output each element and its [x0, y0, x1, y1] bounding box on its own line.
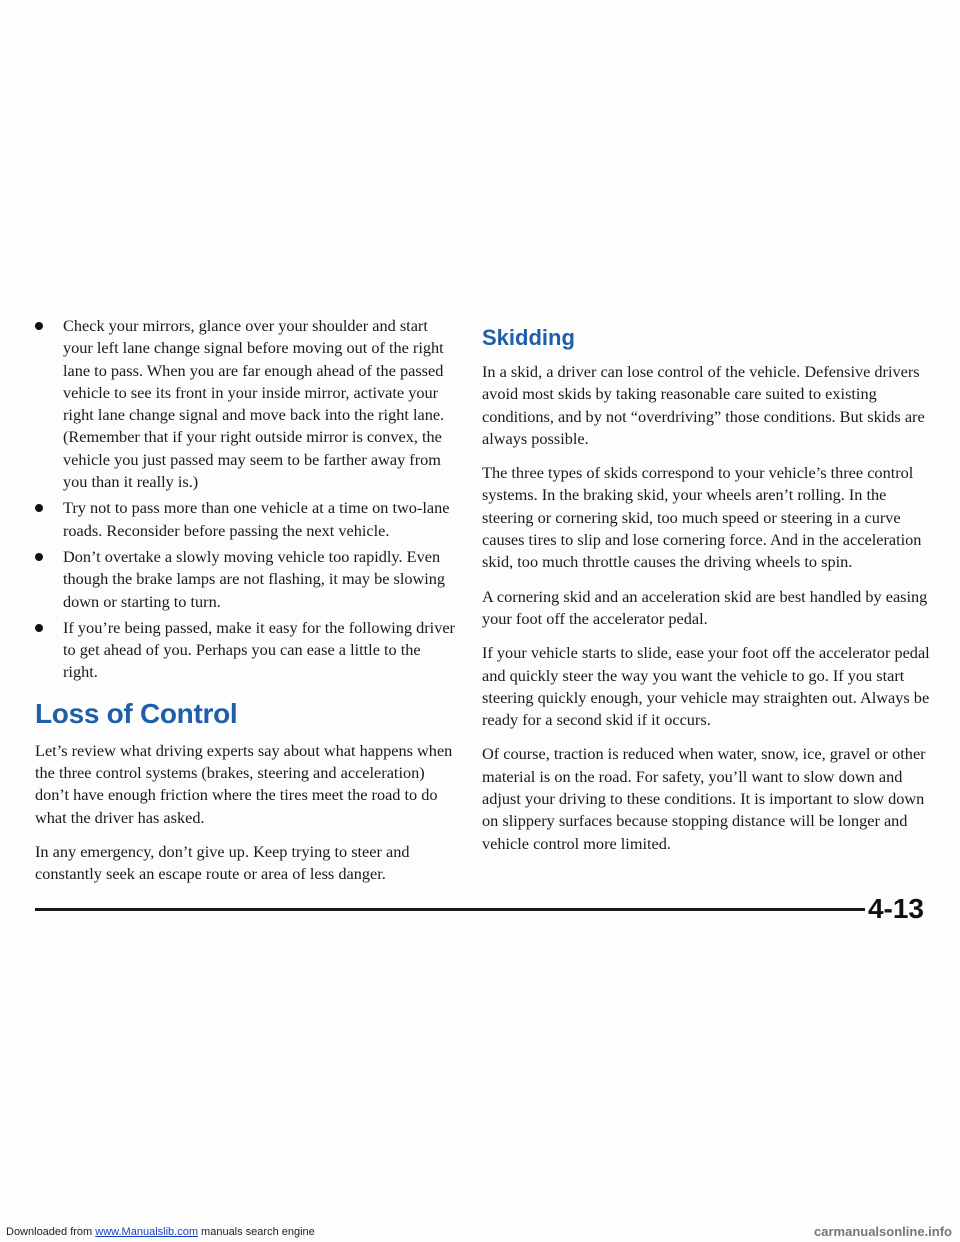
bullet-item — [35, 546, 455, 613]
bullet-icon — [35, 504, 43, 512]
bullet-text: Don’t overtake a slowly moving vehicle too rapidly. Even though the brake lamps are not flashing, it may be slowing down or starting to turn. — [63, 546, 446, 611]
bullet-icon — [35, 624, 43, 632]
watermark-text: carmanualsonline.info — [814, 1224, 952, 1239]
paragraph: Let’s review what driving experts say about what happens when the three control systems (brakes, steering and acceleration) don’t have enough friction where the tires meet the road to do what the driver has asked. — [35, 740, 453, 827]
right-column — [482, 315, 932, 867]
bullet-item — [35, 617, 455, 684]
paragraph: In a skid, a driver can lose control of the vehicle. Defensive drivers avoid most skids by taking reasonable care suited to existing conditions, and by not “overdriving” those conditions. But skids are always possible. — [482, 362, 925, 448]
bullet-text: Check your mirrors, glance over your shoulder and start your left lane change signal before moving out of the right lane to pass. When you are far enough ahead of the passed vehicle to see its front in your inside mirror, activate your right lane change signal and move back into the right lane. (Remember that if your right outside mirror is convex, the vehicle you just passed may seem to be farther away from you than it really is.) — [63, 316, 445, 492]
paragraph: A cornering skid and an acceleration skid are best handled by easing your foot off the accelerator pedal. — [482, 586, 928, 628]
section-title-loss-of-control: Loss of Control — [35, 697, 238, 729]
left-column — [35, 315, 455, 898]
paragraph: In any emergency, don’t give up. Keep trying to steer and constantly seek an escape route or area of less danger. — [35, 841, 410, 884]
bullet-icon — [35, 322, 43, 330]
bullet-text: If you’re being passed, make it easy for the following driver to get ahead of you. Perhaps you can ease a little to the right. — [63, 617, 455, 682]
bullet-item — [35, 497, 455, 542]
download-footer — [6, 1226, 315, 1238]
footer-rule — [35, 908, 865, 911]
paragraph: Of course, traction is reduced when water, snow, ice, gravel or other material is on the road. For safety, you’ll want to slow down and adjust your driving to these conditions. It is important to slow down on slippery surfaces because stopping distance will be longer and vehicle control more limited. — [482, 744, 926, 853]
bullet-item — [35, 315, 455, 493]
manualslib-link[interactable]: www.Manualslib.com — [95, 1226, 198, 1238]
page-number: 4-13 — [867, 893, 924, 924]
paragraph: The three types of skids correspond to your vehicle’s three control systems. In the braking skid, your wheels aren’t rolling. In the steering or cornering skid, too much speed or steering in a curve causes tires to slip and lose cornering force. And in the acceleration skid, too much throttle causes the driving wheels to spin. — [482, 463, 922, 572]
bullet-text: Try not to pass more than one vehicle at a time on two-lane roads. Reconsider before passing the next vehicle. — [63, 498, 450, 540]
bullet-icon — [35, 553, 43, 561]
footer-prefix: Downloaded from — [6, 1226, 93, 1238]
section-title-skidding: Skidding — [482, 325, 575, 350]
paragraph: If your vehicle starts to slide, ease your foot off the accelerator pedal and quickly steer the way you want the vehicle to go. If you start steering quickly enough, your vehicle may straighten out. Always be ready for a second skid if it occurs. — [482, 643, 930, 730]
footer-suffix: manuals search engine — [201, 1226, 315, 1238]
